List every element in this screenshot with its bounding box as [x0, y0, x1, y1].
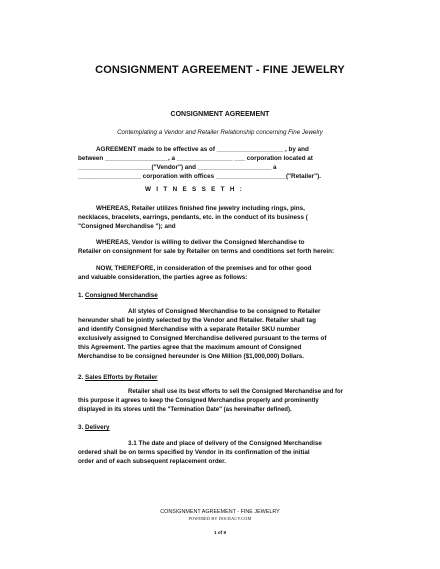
- section-3-heading: [78, 423, 362, 432]
- paragraph-line: WHEREAS, Retailer utilizes finished fine jewelry including rings, pins,: [96, 205, 305, 212]
- section-2-heading: [78, 373, 362, 382]
- paragraph-line: AGREEMENT made to be effective as of ___________________ , by and: [96, 146, 309, 153]
- paragraph-line: Retailer shall use its best efforts to sell the Consigned Merchandise and for: [128, 389, 344, 395]
- intro-line: Contemplating a Vendor and Retailer Relationship concerning Fine Jewelry: [117, 129, 323, 136]
- paragraph-line: Retailer on consignment for sale by Retailer on terms and conditions set forth herein:: [78, 248, 335, 255]
- paragraph-line: "Consigned Merchandise "); and: [78, 223, 176, 230]
- now-therefore-paragraph: [78, 264, 362, 282]
- paragraph-line: Merchandise to be consigned hereunder is One Million ($1,000,000) Dollars.: [78, 353, 305, 360]
- paragraph-line: and identify Consigned Merchandise with a separate Retailer SKU number: [78, 326, 300, 333]
- paragraph-line: __________________ corporation with offices ____________________("Retailer").: [78, 173, 321, 180]
- section-number: 1.: [78, 292, 84, 299]
- footer-title: CONSIGNMENT AGREEMENT - FINE JEWELRY: [160, 509, 280, 515]
- paragraph-line: hereunder shall be jointly selected by the Vendor and Retailer. Retailer shall tag: [78, 317, 316, 324]
- footer-powered-by: POWERED BY DOCRACY.COM: [188, 516, 252, 521]
- paragraph-line: necklaces, bracelets, earrings, pendants, etc. in the conduct of its business (: [78, 214, 308, 221]
- witnesseth-heading: W I T N E S S E T H :: [145, 186, 244, 193]
- paragraph-line: this Agreement. The parties agree that the maximum amount of Consigned: [78, 344, 302, 351]
- section-number: 2.: [78, 374, 84, 381]
- page-number: 1 of 9: [214, 530, 226, 535]
- paragraph-line: All styles of Consigned Merchandise to be consigned to Retailer: [128, 308, 321, 315]
- agreement-heading: CONSIGNMENT AGREEMENT: [170, 111, 270, 118]
- paragraph-line: between __________________, a ________________ ___ corporation located at: [78, 155, 313, 162]
- section-3-body: [78, 439, 362, 466]
- paragraph-line: ordered shall be on terms specified by Vendor in its confirmation of the initial: [78, 449, 310, 456]
- paragraph-line: exclusively assigned to Consigned Merchandise delivered pursuant to the terms of: [78, 335, 327, 342]
- section-title: Delivery: [85, 424, 110, 431]
- whereas-paragraph-1: [78, 204, 362, 231]
- paragraph-line: _____________________("Vendor") and _____________________ a: [78, 164, 277, 171]
- paragraph-line: this purpose it agrees to keep the Consigned Merchandise properly and prominently: [78, 398, 319, 404]
- whereas-paragraph-2: [78, 238, 362, 256]
- paragraph-line: WHEREAS, Vendor is willing to deliver the Consigned Merchandise to: [96, 239, 305, 246]
- section-number: 3.: [78, 424, 84, 431]
- section-1-heading: [78, 291, 362, 300]
- opening-paragraph: [78, 145, 362, 181]
- paragraph-line: 3.1 The date and place of delivery of the Consigned Merchandise: [128, 440, 322, 447]
- section-2-body: [78, 388, 362, 415]
- paragraph-line: displayed in its stores until the "Termination Date" (as hereinafter defined).: [78, 407, 292, 413]
- document-title: CONSIGNMENT AGREEMENT - FINE JEWELRY: [95, 64, 345, 76]
- paragraph-line: and valuable consideration, the parties agree as follows:: [78, 274, 248, 281]
- section-1-body: [78, 307, 362, 361]
- paragraph-line: order and of each subsequent replacement order.: [78, 458, 227, 465]
- section-title: Consigned Merchandise: [85, 292, 158, 299]
- paragraph-line: NOW, THEREFORE, in consideration of the premises and for other good: [96, 265, 312, 272]
- section-title: Sales Efforts by Retailer: [85, 374, 158, 381]
